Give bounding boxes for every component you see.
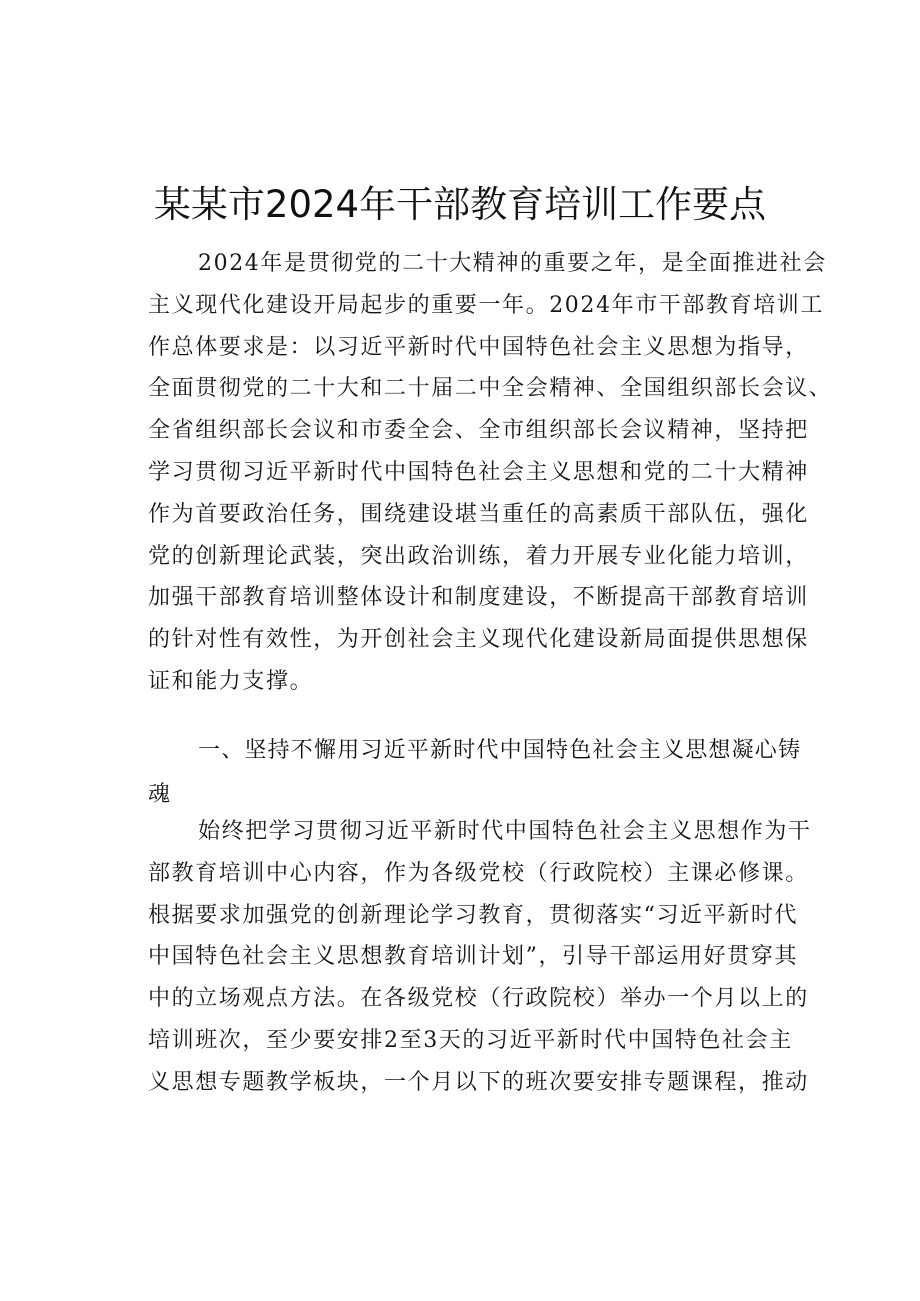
paragraph-line: 作为首要政治任务，围绕建设堪当重任的高素质干部队伍，强化 xyxy=(148,501,809,527)
paragraph-line: 全省组织部长会议和市委全会、全市组织部长会议精神，坚持把 xyxy=(148,418,809,444)
paragraph-line: 义思想专题教学板块，一个月以下的班次要安排专题课程，推动 xyxy=(148,1069,809,1095)
intro-paragraph xyxy=(148,243,833,703)
paragraph-line: 作总体要求是：以习近平新时代中国特色社会主义思想为指导， xyxy=(148,334,809,360)
paragraph-line: 学习贯彻习近平新时代中国特色社会主义思想和党的二十大精神 xyxy=(148,459,809,485)
paragraph-line: 中国特色社会主义思想教育培训计划”，引导干部运用好贯穿其 xyxy=(148,944,799,970)
section-heading xyxy=(148,729,828,817)
paragraph-line: 始终把学习贯彻习近平新时代中国特色社会主义思想作为干 xyxy=(198,819,812,844)
paragraph-line: 党的创新理论武装，突出政治训练，着力开展专业化能力培训， xyxy=(148,543,809,569)
paragraph-line: 主义现代化建设开局起步的重要一年。2024年市干部教育培训工 xyxy=(148,292,824,318)
paragraph-line: 2024年是贯彻党的二十大精神的重要之年，是全面推进社会 xyxy=(198,251,827,276)
paragraph-line: 全面贯彻党的二十大和二十届二中全会精神、全国组织部长会议、 xyxy=(148,376,833,402)
section-heading-line: 一、坚持不懈用习近平新时代中国特色社会主义思想凝心铸 xyxy=(198,738,802,763)
section-heading-line: 魂 xyxy=(148,782,172,807)
paragraph-line: 根据要求加强党的创新理论学习教育，贯彻落实“习近平新时代 xyxy=(148,902,799,928)
document-title: 某某市2024年干部教育培训工作要点 xyxy=(153,182,767,226)
paragraph-line: 中的立场观点方法。在各级党校（行政院校）举办一个月以上的 xyxy=(148,986,809,1012)
section-paragraph xyxy=(148,811,828,1104)
paragraph-line: 培训班次，至少要安排2至3天的习近平新时代中国特色社会主 xyxy=(148,1027,793,1053)
paragraph-line: 的针对性有效性，为开创社会主义现代化建设新局面提供思想保 xyxy=(148,627,809,653)
paragraph-line: 证和能力支撑。 xyxy=(148,668,314,694)
paragraph-line: 加强干部教育培训整体设计和制度建设，不断提高干部教育培训 xyxy=(148,585,809,611)
paragraph-line: 部教育培训中心内容，作为各级党校（行政院校）主课必修课。 xyxy=(148,860,809,886)
